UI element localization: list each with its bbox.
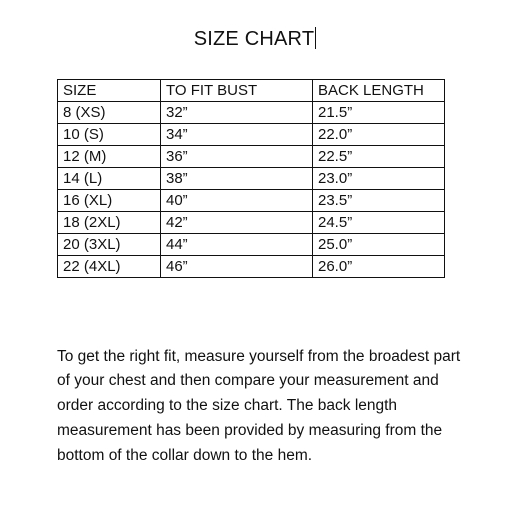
- size-cell: 14 (L): [58, 168, 161, 190]
- table-row: [58, 102, 445, 124]
- bust-cell: 32”: [161, 102, 313, 124]
- back-length-cell: 23.0”: [313, 168, 445, 190]
- size-cell: 18 (2XL): [58, 212, 161, 234]
- table-row: [58, 124, 445, 146]
- title-text: SIZE CHART: [193, 28, 315, 50]
- bust-cell: 40”: [161, 190, 313, 212]
- page-title: [0, 26, 510, 52]
- size-cell: 22 (4XL): [58, 256, 161, 278]
- size-cell: 10 (S): [58, 124, 161, 146]
- bust-cell: 34”: [161, 124, 313, 146]
- header-size: SIZE: [58, 80, 161, 102]
- size-cell: 8 (XS): [58, 102, 161, 124]
- table-row: [58, 256, 445, 278]
- table-row: [58, 190, 445, 212]
- table-header-row: [58, 80, 445, 102]
- bust-cell: 46”: [161, 256, 313, 278]
- back-length-cell: 24.5”: [313, 212, 445, 234]
- table-row: [58, 168, 445, 190]
- table-row: [58, 212, 445, 234]
- bust-cell: 42”: [161, 212, 313, 234]
- bust-cell: 38”: [161, 168, 313, 190]
- size-cell: 16 (XL): [58, 190, 161, 212]
- size-cell: 12 (M): [58, 146, 161, 168]
- back-length-cell: 23.5”: [313, 190, 445, 212]
- back-length-cell: 22.5”: [313, 146, 445, 168]
- text-cursor: [315, 27, 316, 49]
- size-chart-table: [57, 79, 445, 278]
- back-length-cell: 25.0”: [313, 234, 445, 256]
- back-length-cell: 22.0”: [313, 124, 445, 146]
- table-row: [58, 234, 445, 256]
- table-row: [58, 146, 445, 168]
- fit-instructions: To get the right fit, measure yourself from the broadest part of your chest and then compare your measurement and order according to the size chart. The back length measurement has been provided by measuring from the bottom of the collar down to the hem.: [57, 347, 461, 464]
- header-back-length: BACK LENGTH: [313, 80, 445, 102]
- bust-cell: 44”: [161, 234, 313, 256]
- back-length-cell: 26.0”: [313, 256, 445, 278]
- header-to-fit-bust: TO FIT BUST: [161, 80, 313, 102]
- back-length-cell: 21.5”: [313, 102, 445, 124]
- bust-cell: 36”: [161, 146, 313, 168]
- size-cell: 20 (3XL): [58, 234, 161, 256]
